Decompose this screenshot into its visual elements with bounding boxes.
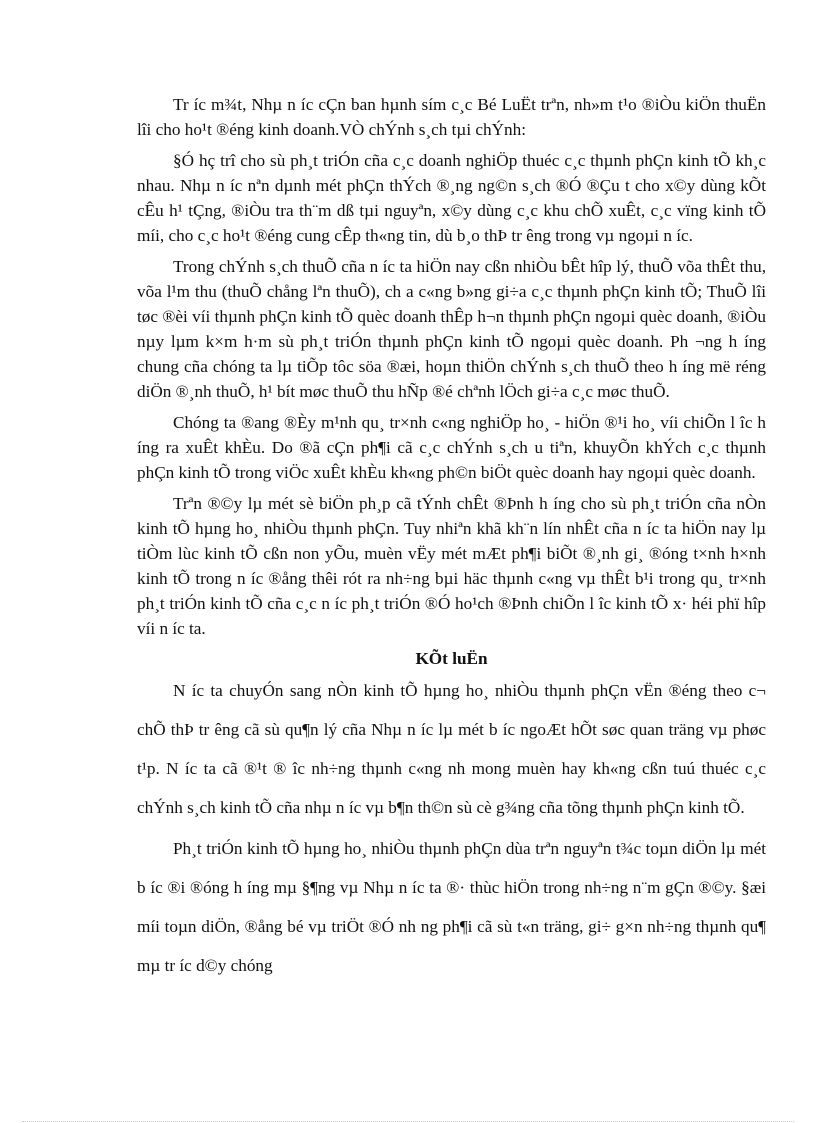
paragraph: Chóng ta ®ang ®Èy m¹nh qu¸ tr×nh c«ng nghiÖp ho¸ - hiÖn ®¹i ho¸ víi chiÕn l îc h íng ra xuÊt khÈu. Do ®ã cÇn ph¶i cã c¸c chÝnh s¸ch u tiªn, khuyÕn khÝch c¸c thµnh phÇn kinh tÕ trong viÖc xuÊt khÈu kh«ng ph©n biÖt quèc doanh hay ngoµi quèc doanh. [137,413,766,482]
paragraph: Trªn ®©y lµ mét sè biÖn ph¸p cã tÝnh chÊt ®Þnh h íng cho sù ph¸t triÓn cña nÒn kinh tÕ hµng ho¸ nhiÒu thµnh phÇn. Tuy nhiªn khã kh¨n lín nhÊt cña n íc ta hiÖn nay lµ tiÒm lùc kinh tÕ cßn non yÕu, muèn vËy mét mÆt ph¶i biÕt ®¸nh gi¸ ®óng t×nh h×nh kinh tÕ trong n íc ®ång thêi rót ra nh÷ng bµi häc thµnh c«ng vµ thÊt b¹i trong qu¸ tr×nh ph¸t triÓn kinh tÕ cña c¸c n íc ph¸t triÓn ®Ó ho¹ch ®Þnh chiÕn l îc kinh tÕ x· héi phï hîp víi n íc ta. [137,494,766,638]
document-body [137,92,766,987]
conclusion-paragraph: Ph¸t triÓn kinh tÕ hµng ho¸ nhiÒu thµnh phÇn dùa trªn nguyªn t¾c toµn diÖn lµ mét b íc ®i ®óng h íng mµ §¶ng vµ Nhµ n íc ta ®· thùc hiÖn trong nh÷ng n¨m gÇn ®©y. §æi míi toµn diÖn, ®ång bé vµ triÖt ®Ó nh ng ph¶i cã sù t«n träng, gi÷ g×n nh÷ng thµnh qu¶ mµ tr íc d©y chóng [137,839,766,975]
paragraph: Trong chÝnh s¸ch thuÕ cña n íc ta hiÖn nay cßn nhiÒu bÊt hîp lý, thuÕ võa thÊt thu, võa l¹m thu (thuÕ chång lªn thuÕ), ch a c«ng b»ng gi÷a c¸c thµnh phÇn kinh tÕ; ThuÕ lîi tøc ®èi víi thµnh phÇn kinh tÕ quèc doanh thÊp h¬n thµnh phÇn ngoµi quèc doanh, ®iÒu nµy lµm k×m h·m sù ph¸t triÓn thµnh phÇn kinh tÕ ngoµi quèc doanh. Ph ¬ng h íng chung cña chóng ta lµ tiÕp tôc söa ®æi, hoµn thiÖn chÝnh s¸ch thuÕ theo h íng më réng diÖn ®¸nh thuÕ, h¹ bít møc thuÕ thu hÑp ®é chªnh lÖch gi÷a c¸c møc thuÕ. [137,257,766,401]
conclusion-paragraph: N íc ta chuyÓn sang nÒn kinh tÕ hµng ho¸ nhiÒu thµnh phÇn vËn ®éng theo c¬ chÕ thÞ tr êng cã sù qu¶n lý cña Nhµ n íc lµ mét b íc ngoÆt hÕt søc quan träng vµ phøc t¹p. N íc ta cã ®¹t ® îc nh÷ng thµnh c«ng nh mong muèn hay kh«ng cßn tuú thuéc c¸c chÝnh s¸ch kinh tÕ cña nhµ n íc vµ b¶n th©n sù cè g¾ng cña tõng thµnh phÇn kinh tÕ. [137,681,766,817]
paragraph: Tr íc m¾t, Nhµ n íc cÇn ban hµnh sím c¸c Bé LuËt trªn, nh»m t¹o ®iÒu kiÖn thuËn lîi cho ho¹t ®éng kinh doanh.VÒ chÝnh s¸ch tµi chÝnh: [137,95,766,139]
section-heading: KÕt luËn [415,649,488,668]
page-bottom-divider [22,1121,794,1122]
paragraph: §Ó hç trî cho sù ph¸t triÓn cña c¸c doanh nghiÖp thuéc c¸c thµnh phÇn kinh tÕ kh¸c nhau. Nhµ n íc nªn dµnh mét phÇn thÝch ®¸ng ng©n s¸ch ®Ó ®Çu t cho x©y dùng kÕt cÊu h¹ tÇng, ®iÒu tra th¨m dß tµi nguyªn, x©y dùng c¸c khu chÕ xuÊt, c¸c vïng kinh tÕ míi, cho c¸c ho¹t ®éng cung cÊp th«ng tin, dù b¸o thÞ tr êng trong vµ ngoµi n íc. [137,151,766,245]
